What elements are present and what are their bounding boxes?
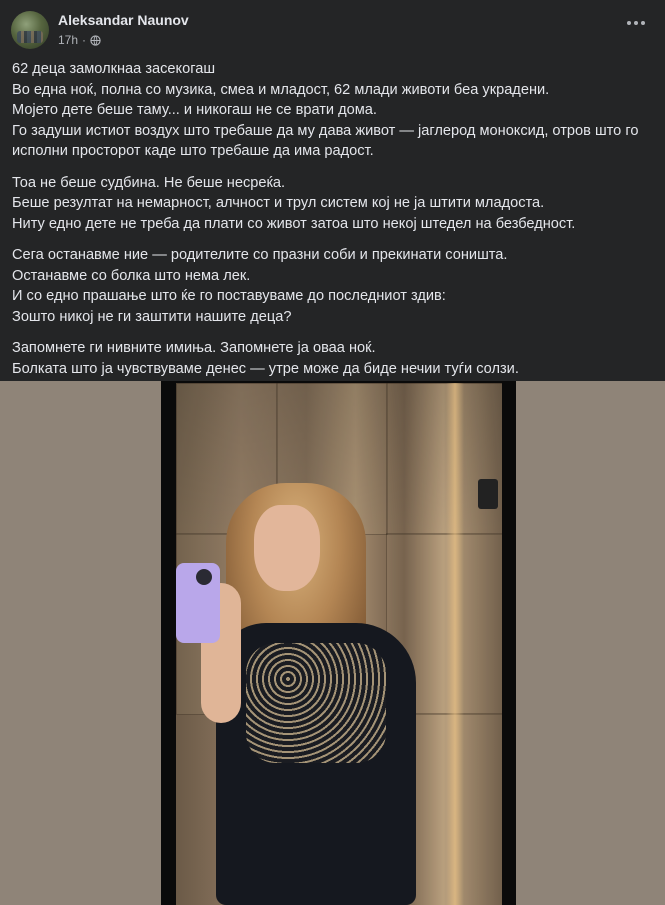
meta-separator: · (82, 33, 87, 47)
post-media[interactable] (0, 381, 665, 905)
post-photo[interactable] (161, 381, 516, 905)
post-meta (58, 33, 101, 47)
paragraph (12, 245, 652, 327)
text-line: Сега останавме ние — родителите со празни соби и прекинати соништа. (12, 247, 508, 263)
paragraph (12, 59, 652, 162)
text-line: Тоа не беше судбина. Не беше несреќа. (12, 174, 286, 191)
text-line: Болката што ја чувствуваме денес — утре може да биде нечии туѓи солзи. (12, 360, 519, 377)
text-line: Беше резултат на немарност, алчност и трул систем кој не ја штити младоста. (12, 195, 545, 211)
more-options-icon[interactable] (627, 20, 647, 26)
text-line: исполни просторот каде што требаше да има радост. (12, 143, 374, 159)
text-line: Мојето дете беше таму... и никогаш не се врати дома. (12, 102, 377, 118)
globe-icon[interactable] (90, 35, 101, 46)
author-avatar[interactable] (11, 11, 49, 49)
text-line: Запомнете ги нивните имиња. Запомнете ја оваа ноќ. (12, 340, 376, 356)
text-line: Во една ноќ, полна со музика, смеа и младост, 62 млади животи беа украдени. (12, 81, 550, 98)
photo-content (176, 383, 502, 905)
post-text (12, 59, 652, 411)
text-line: Останавме со болка што нема лек. (12, 267, 251, 284)
dress-sparkle (246, 643, 386, 763)
wall-socket (478, 479, 498, 509)
post-header (0, 0, 665, 58)
phone-shape (176, 563, 220, 643)
text-line: Го задуши истиот воздух што требаше да му дава живот — јаглерод моноксид, отров што го (12, 122, 639, 139)
author-name[interactable]: Aleksandar Naunov (58, 12, 189, 28)
paragraph (12, 173, 652, 235)
post-time[interactable]: 17h (58, 33, 79, 47)
text-line: И со едно прашање што ќе го поставуваме до последниот здив: (12, 288, 446, 304)
text-line: Зошто никој не ги заштити нашите деца? (12, 308, 292, 325)
text-line: 62 деца замолкнаа засекогаш (12, 61, 216, 77)
face-shape (254, 505, 320, 591)
text-line: Ниту едно дете не треба да плати со живот затоа што некој штедел на безбедност. (12, 215, 576, 232)
